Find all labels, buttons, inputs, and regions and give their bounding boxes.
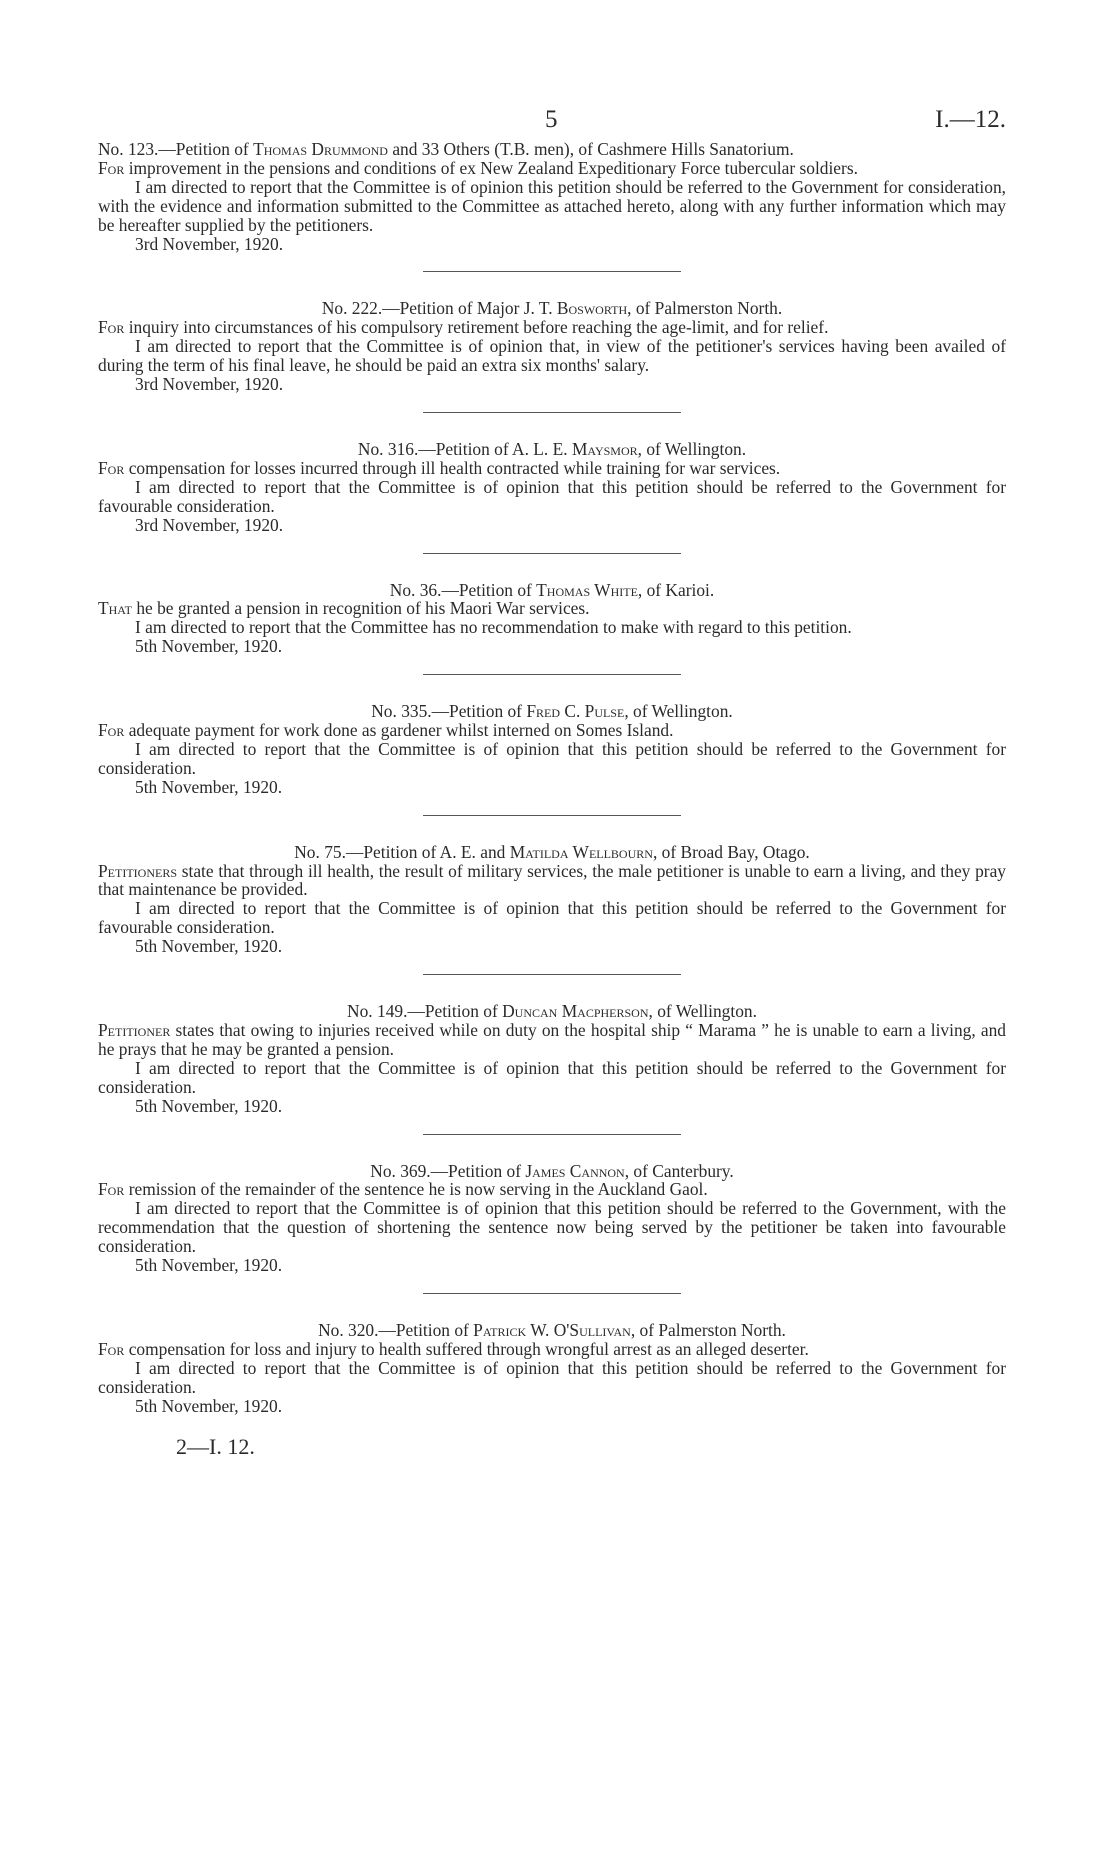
report-date: 5th November, 1920. bbox=[135, 1255, 283, 1276]
petition-entry bbox=[98, 1002, 1006, 1161]
committee-report: I am directed to report that the Committee is of opinion that this petition should be referred to the Government for consideration. bbox=[98, 1357, 1006, 1397]
petition-entry bbox=[98, 1321, 1006, 1416]
petition-prayer: Petitioners state that through ill health, the result of military services, the male petitioner is unable to earn a living, and they pray that maintenance be provided. bbox=[98, 860, 1006, 900]
page-number: 5 bbox=[545, 106, 558, 133]
petition-title: No. 75.—Petition of A. E. and Matilda Wellbourn, of Broad Bay, Otago. bbox=[294, 841, 810, 862]
committee-report: I am directed to report that the Committee is of opinion that, in view of the petitioner's services having been availed of during the term of his final leave, he should be paid an extra six months' salary. bbox=[98, 336, 1006, 376]
petition-entry bbox=[98, 581, 1006, 703]
printer-signature-mark: 2—I. 12. bbox=[176, 1433, 255, 1459]
committee-report: I am directed to report that the Committee is of opinion this petition should be referred to the Government for consideration, with the evidence and information submitted to the Committee as attached hereto, along with any further information which may be hereafter supplied by the petitioners. bbox=[98, 176, 1006, 235]
petitioner-name: Patrick W. O'Sullivan bbox=[473, 1319, 631, 1340]
petition-entry bbox=[98, 843, 1006, 1002]
petition-prayer: For improvement in the pensions and conditions of ex New Zealand Expeditionary Force tubercular soldiers. bbox=[98, 157, 858, 178]
document-reference: I.—12. bbox=[935, 106, 1006, 133]
petition-title: No. 149.—Petition of Duncan Macpherson, of Wellington. bbox=[347, 1001, 757, 1022]
report-date: 5th November, 1920. bbox=[135, 776, 283, 797]
petition-entry bbox=[98, 440, 1006, 581]
petition-title: No. 222.—Petition of Major J. T. Bosworth, of Palmerston North. bbox=[321, 298, 783, 319]
petitioner-name: Duncan Macpherson bbox=[502, 1001, 649, 1022]
petition-entry bbox=[98, 299, 1006, 440]
petition-title: No. 316.—Petition of A. L. E. Maysmor, of Wellington. bbox=[357, 438, 747, 459]
report-date: 5th November, 1920. bbox=[135, 1095, 283, 1116]
petition-prayer: For inquiry into circumstances of his compulsory retirement before reaching the age-limit, and for relief. bbox=[98, 317, 829, 338]
petition-title: No. 320.—Petition of Patrick W. O'Sullivan, of Palmerston North. bbox=[318, 1319, 786, 1340]
committee-report: I am directed to report that the Committee is of opinion that this petition should be referred to the Government for favourable consideration. bbox=[98, 898, 1006, 938]
petition-prayer: For compensation for losses incurred through ill health contracted while training for war services. bbox=[98, 457, 781, 478]
petition-title: No. 369.—Petition of James Cannon, of Canterbury. bbox=[370, 1160, 734, 1181]
report-date: 3rd November, 1920. bbox=[135, 514, 284, 535]
petition-prayer: For adequate payment for work done as gardener whilst interned on Somes Island. bbox=[98, 720, 674, 741]
committee-report: I am directed to report that the Committee is of opinion that this petition should be referred to the Government for consideration. bbox=[98, 738, 1006, 778]
petitioner-name: Matilda Wellbourn bbox=[509, 841, 653, 862]
committee-report: I am directed to report that the Committee has no recommendation to make with regard to this petition. bbox=[135, 617, 852, 638]
petitioner-name: Thomas Drummond bbox=[253, 139, 388, 159]
petition-prayer: For remission of the remainder of the sentence he is now serving in the Auckland Gaol. bbox=[98, 1179, 708, 1200]
petition-prayer: Petitioner states that owing to injuries received while on duty on the hospital ship “ Marama ” he is unable to earn a living, and he prays that he may be granted a pension. bbox=[98, 1020, 1006, 1059]
petition-title: No. 123.—Petition of Thomas Drummond and 33 Others (T.B. men), of Cashmere Hills Sanatorium. bbox=[98, 139, 794, 159]
report-date: 5th November, 1920. bbox=[135, 936, 283, 957]
page-header bbox=[98, 100, 1006, 140]
petition-entry bbox=[98, 702, 1006, 843]
petitioner-name: Bosworth bbox=[556, 298, 628, 319]
committee-report: I am directed to report that the Committee is of opinion that this petition should be referred to the Government, with the recommendation that the question of shortening the sentence now being served by the petitioner be taken into favourable consideration. bbox=[98, 1198, 1006, 1257]
petitioner-name: Fred C. Pulse bbox=[526, 701, 625, 722]
document-page bbox=[98, 100, 1006, 1460]
report-date: 5th November, 1920. bbox=[135, 636, 283, 657]
committee-report: I am directed to report that the Committee is of opinion that this petition should be referred to the Government for consideration. bbox=[98, 1057, 1006, 1097]
report-date: 3rd November, 1920. bbox=[135, 233, 284, 254]
petition-entry bbox=[98, 1162, 1006, 1321]
report-date: 5th November, 1920. bbox=[135, 1395, 283, 1416]
petition-title: No. 335.—Petition of Fred C. Pulse, of Wellington. bbox=[371, 701, 733, 722]
petition-title: No. 36.—Petition of Thomas White, of Karioi. bbox=[389, 579, 715, 600]
petition-prayer: For compensation for loss and injury to health suffered through wrongful arrest as an alleged deserter. bbox=[98, 1338, 809, 1359]
committee-report: I am directed to report that the Committee is of opinion that this petition should be referred to the Government for favourable consideration. bbox=[98, 476, 1006, 516]
petition-entry bbox=[98, 140, 1006, 299]
petitioner-name: Maysmor bbox=[571, 438, 638, 459]
petitioner-name: James Cannon bbox=[525, 1160, 625, 1181]
petition-prayer: That he be granted a pension in recognition of his Maori War services. bbox=[98, 598, 590, 619]
report-date: 3rd November, 1920. bbox=[135, 374, 284, 395]
petitioner-name: Thomas White bbox=[536, 579, 638, 600]
